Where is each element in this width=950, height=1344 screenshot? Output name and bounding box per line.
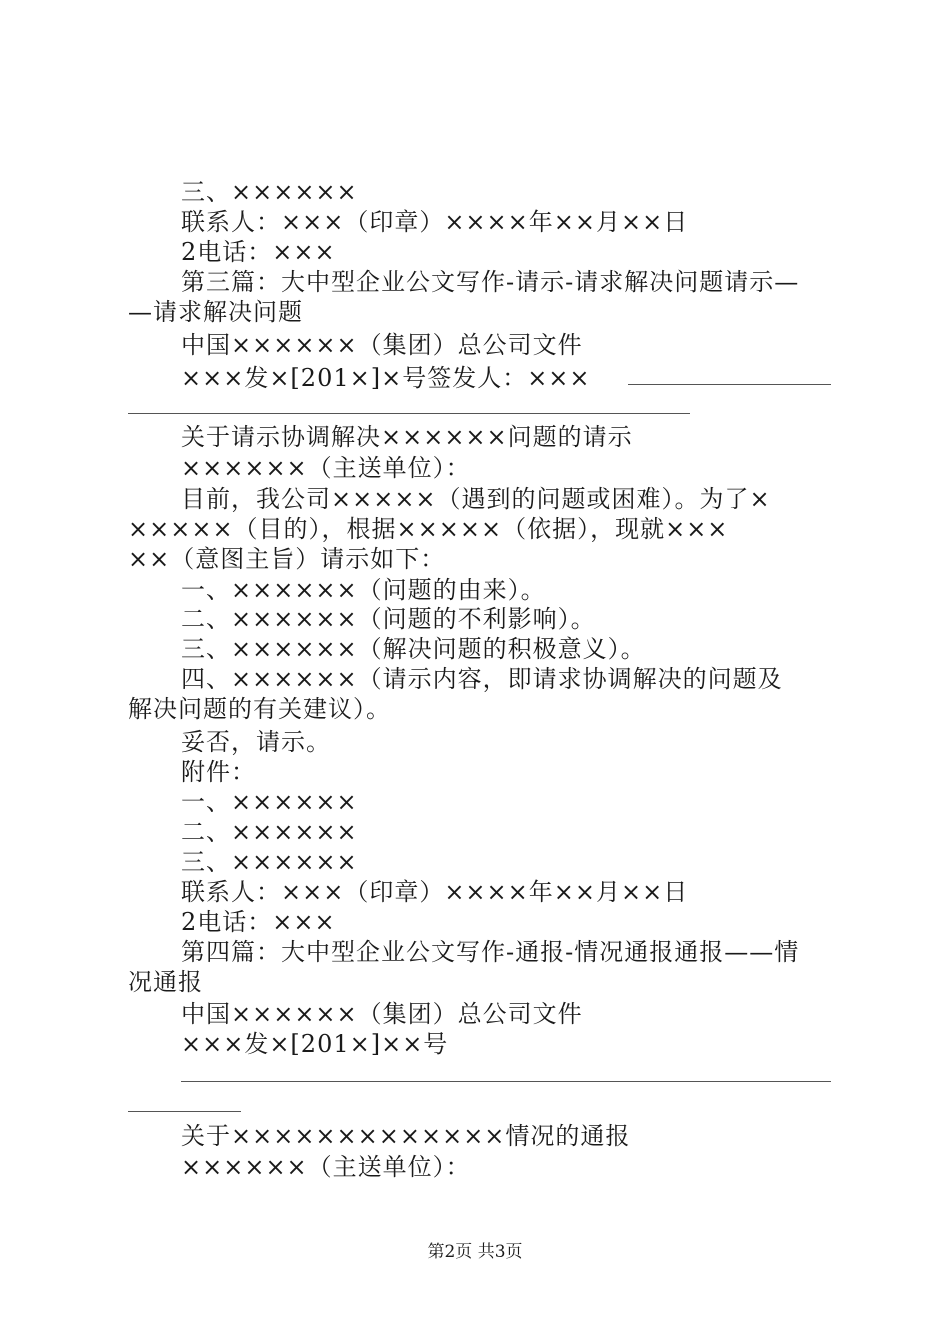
text-line: ××××××（主送单位）： xyxy=(181,454,471,482)
text-line: 目前，我公司×××××（遇到的问题或困难）。为了× xyxy=(181,485,771,513)
page-number: 第2页 共3页 xyxy=(427,1242,523,1262)
separator-rule xyxy=(181,1081,831,1082)
section-heading: 第四篇：大中型企业公文写作-通报-情况通报通报——情 xyxy=(181,938,800,966)
text-line: ×××××（目的），根据×××××（依据），现就××× xyxy=(128,515,729,543)
text-line: 二、××××××（问题的不利影响）。 xyxy=(181,605,596,633)
text-line: 三、×××××× xyxy=(181,178,358,206)
text-line: 一、××××××（问题的由来）。 xyxy=(181,576,546,604)
separator-rule xyxy=(128,413,690,414)
text-line: 关于×××××××××××××情况的通报 xyxy=(181,1122,631,1150)
text-line: ×××发×[201×]××号 xyxy=(181,1030,449,1058)
text-line: 中国××××××（集团）总公司文件 xyxy=(181,331,583,359)
text-line: 关于请示协调解决××××××问题的请示 xyxy=(181,423,633,451)
text-line: 2电话：××× xyxy=(181,908,336,936)
text-line: ×××发×[201×]×号签发人：××× xyxy=(181,364,591,392)
separator-rule xyxy=(128,1111,241,1112)
text-line: 解决问题的有关建议）。 xyxy=(128,695,391,723)
text-line: 三、×××××× xyxy=(181,848,358,876)
text-line: 一、×××××× xyxy=(181,788,358,816)
text-line: ××（意图主旨）请示如下： xyxy=(128,545,446,573)
section-heading: —请求解决问题 xyxy=(128,298,303,326)
section-heading: 第三篇：大中型企业公文写作-请示-请求解决问题请示— xyxy=(181,268,800,296)
text-line: 三、××××××（解决问题的积极意义）。 xyxy=(181,635,646,663)
text-line: 四、××××××（请示内容，即请求协调解决的问题及 xyxy=(181,665,783,693)
text-line: 妥否，请示。 xyxy=(181,728,331,756)
text-line: 中国××××××（集团）总公司文件 xyxy=(181,1000,583,1028)
text-line: 2电话：××× xyxy=(181,238,336,266)
text-line: 联系人：×××（印章）××××年××月××日 xyxy=(181,878,689,906)
text-line: ××××××（主送单位）： xyxy=(181,1153,471,1181)
section-heading: 况通报 xyxy=(128,968,203,996)
signature-underline xyxy=(628,384,831,385)
text-line: 联系人：×××（印章）××××年××月××日 xyxy=(181,208,689,236)
text-line: 附件： xyxy=(181,758,256,786)
text-line: 二、×××××× xyxy=(181,818,358,846)
